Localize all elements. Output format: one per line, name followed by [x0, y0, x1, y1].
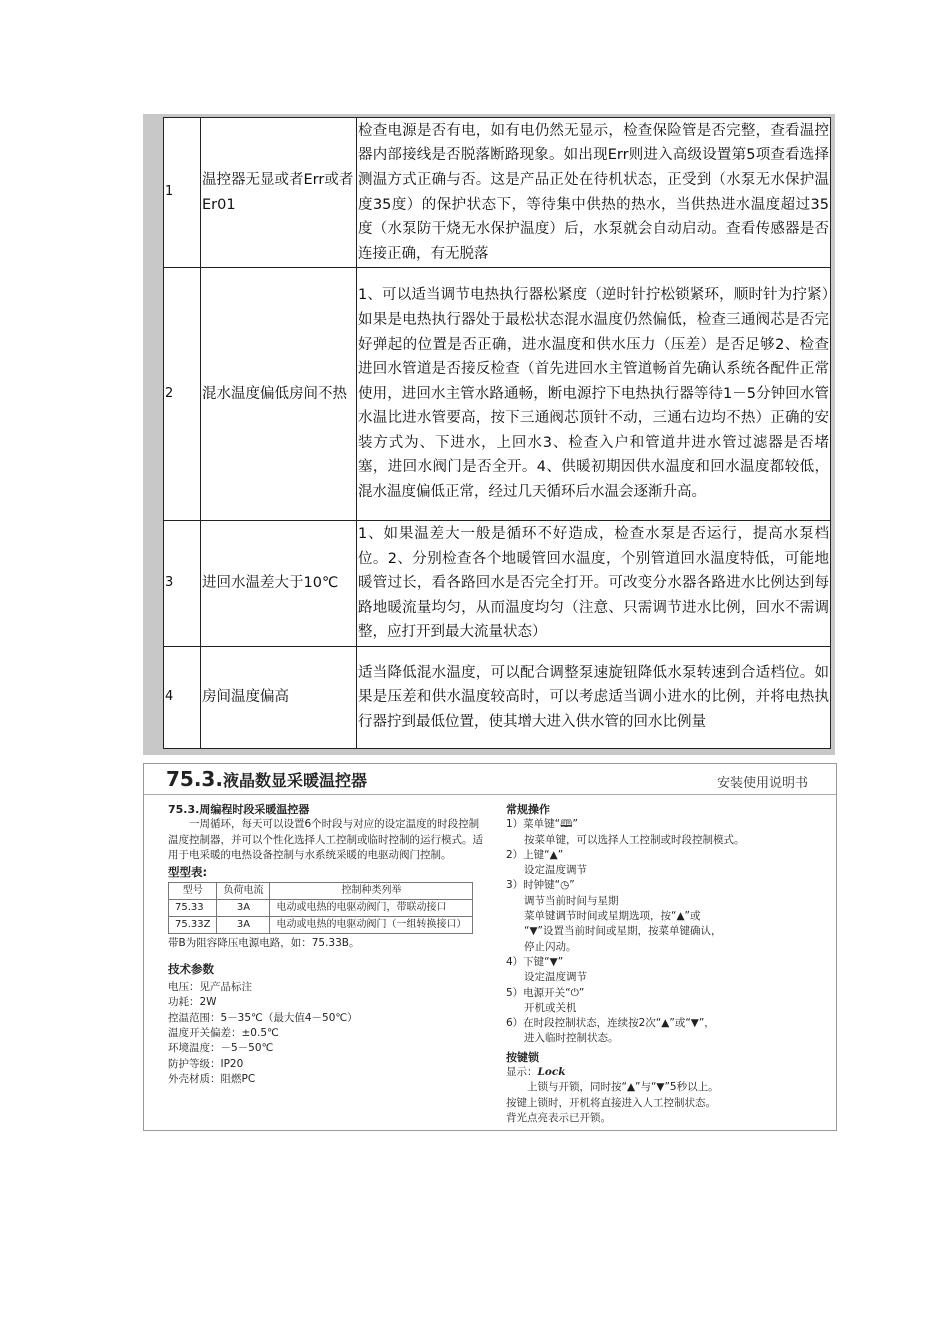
op-title: 5）电源开关“⏻”: [506, 986, 585, 999]
model-cell: 75.33Z: [169, 917, 217, 934]
op-desc: 设定温度调节: [524, 864, 587, 877]
manual-title-text: 液晶数显采暖温控器: [222, 771, 367, 790]
op-desc: 按菜单键，可以选择人工控制或时段控制模式。: [524, 833, 745, 846]
table-row: [169, 917, 473, 934]
lock-line: 上锁与开锁，同时按“▲”与“▼”5秒以上。: [527, 1081, 719, 1094]
op-title: 4）下键“▼”: [506, 955, 564, 968]
lock-icon: Lock: [537, 1066, 566, 1079]
table-row: [164, 647, 831, 749]
op-desc: 调节当前时间与星期: [524, 894, 619, 907]
table-row: [164, 521, 831, 647]
manual-header: [144, 764, 836, 795]
lock-display-label: 显示：: [506, 1066, 538, 1079]
lock-line: 背光点亮表示已开锁。: [506, 1111, 611, 1124]
issue-cell: 房间温度偏高: [201, 647, 357, 749]
manual-subtitle: 75.3.周编程时段采暖温控器: [168, 803, 310, 816]
row-number: 4: [164, 647, 201, 749]
fault-table: [163, 117, 831, 749]
manual-intro: 一周循环，每天可以设置6个时段与对应的设定温度的时段控制温度控制器，并可以个性化选择人工控制或临时控制的运行模式。适用于电采暖的电热设备控制与水系统采暖的电驱动阀门控制。: [168, 818, 483, 861]
fix-cell: 1、如果温差大一般是循环不好造成，检查水泵是否运行，提高水泵档位。2、分别检查各个地暖管回水温度，个别管道回水温度特低，可能地暖管过长，看各路回水是否完全打开。可改变分水器各路进水比例达到每路地暖流量均匀，从而温度均匀（注意、只需调节进水比例，回水不需调整，应打开到最大流量状态）: [357, 521, 831, 647]
op-desc: 停止闪动。: [524, 940, 577, 953]
op-title: 1）菜单键“🕮”: [506, 818, 578, 831]
op-title: 2）上键“▲”: [506, 848, 564, 861]
lock-heading: 按键锁: [506, 1050, 539, 1064]
table-row: [164, 268, 831, 521]
manual-left-column: [168, 802, 488, 1087]
column-header: 型号: [169, 883, 217, 900]
issue-cell: 温控器无显或者Err或者Er01: [201, 118, 357, 268]
column-header: 控制种类列举: [270, 883, 473, 900]
model-cell: 75.33: [169, 900, 217, 917]
op-desc: 进入临时控制状态。: [524, 1032, 619, 1045]
spec-heading: 技术参数: [168, 961, 214, 976]
op-title: 3）时钟键“◷”: [506, 879, 575, 892]
spec-item: 防护等级：IP20: [168, 1057, 244, 1070]
op-title: 6）在时段控制状态，连续按2次“▲”或“▼”，: [506, 1017, 715, 1030]
manual-header-right: 安装使用说明书: [716, 776, 808, 791]
row-number: 2: [164, 268, 201, 521]
fault-table-panel: [143, 114, 835, 755]
op-desc: 菜单键调节时间或星期选项，按“▲”或: [524, 910, 701, 923]
column-header: 负荷电流: [217, 883, 270, 900]
model-heading: 型型表:: [168, 865, 208, 880]
manual-title: [166, 767, 367, 791]
op-desc: 设定温度调节: [524, 971, 587, 984]
table-row: [164, 118, 831, 268]
ops-heading: 常规操作: [506, 803, 550, 816]
desc-cell: 电动或电热的电驱动阀门，带联动接口: [270, 900, 473, 917]
model-table: [168, 882, 473, 934]
lock-line: 按键上锁时，开机将直接进入人工控制状态。: [506, 1096, 716, 1109]
table-row: [169, 900, 473, 917]
lock-display: [506, 1065, 816, 1080]
model-note: 带B为阻容降压电源电路，如：75.33B。: [168, 937, 360, 950]
current-cell: 3A: [217, 900, 270, 917]
fix-cell: 适当降低混水温度，可以配合调整泵速旋钮降低水泵转速到合适档位。如果是压差和供水温度较高时，可以考虑适当调小进水的比例，并将电热执行器拧到最低位置，使其增大进入供水管的回水比例量: [357, 647, 831, 749]
fix-cell: 检查电源是否有电，如有电仍然无显示，检查保险管是否完整，查看温控器内部接线是否脱落断路现象。如出现Err则进入高级设置第5项查看选择测温方式正确与否。这是产品正处在待机状态，正受到（水泵无水保护温度35度）的保护状态下，等待集中供热的热水，当供热进水温度超过35度（水泵防干烧无水保护温度）后，水泵就会自动启动。查看传感器是否连接正确，有无脱落: [357, 118, 831, 268]
manual-scan: [143, 763, 837, 1131]
manual-title-number: 75.3.: [166, 767, 223, 791]
current-cell: 3A: [217, 917, 270, 934]
spec-item: 控温范围：5－35℃（最大值4－50℃）: [168, 1011, 358, 1024]
spec-item: 外壳材质：阻燃PC: [168, 1072, 256, 1085]
issue-cell: 进回水温差大于10℃: [201, 521, 357, 647]
spec-item: 环境温度：－5－50℃: [168, 1042, 274, 1055]
row-number: 3: [164, 521, 201, 647]
fix-cell: 1、可以适当调节电热执行器松紧度（逆时针拧松锁紧环，顺时针为拧紧）如果是电热执行器处于最松状态混水温度仍然偏低，检查三通阀芯是否完好弹起的位置是否正确，进水温度和供水压力（压差）是否足够2、检查进回水管道是否接反检查（首先进回水主管道畅首先确认系统各配件正常使用，进回水主管水路通畅，断电源拧下电热执行器等待1－5分钟回水管水温比进水管要高，按下三通阀芯顶针不动，三通右边均不热）正确的安装方式为、下进水，上回水3、检查入户和管道井进水管过滤器是否堵塞，进回水阀门是否全开。4、供暖初期因供水温度和回水温度都较低，混水温度偏低正常，经过几天循环后水温会逐渐升高。: [357, 268, 831, 521]
model-table-header: [169, 883, 473, 900]
desc-cell: 电动或电热的电驱动阀门（一组转换接口）: [270, 917, 473, 934]
spec-item: 功耗：2W: [168, 996, 217, 1009]
op-desc: “▼”设置当前时间或星期，按菜单键确认，: [524, 925, 722, 938]
spec-item: 电压：见产品标注: [168, 981, 252, 994]
row-number: 1: [164, 118, 201, 268]
op-desc: 开机或关机: [524, 1001, 577, 1014]
spec-item: 温度开关偏差：±0.5℃: [168, 1026, 279, 1039]
manual-right-column: [506, 802, 816, 1126]
issue-cell: 混水温度偏低房间不热: [201, 268, 357, 521]
